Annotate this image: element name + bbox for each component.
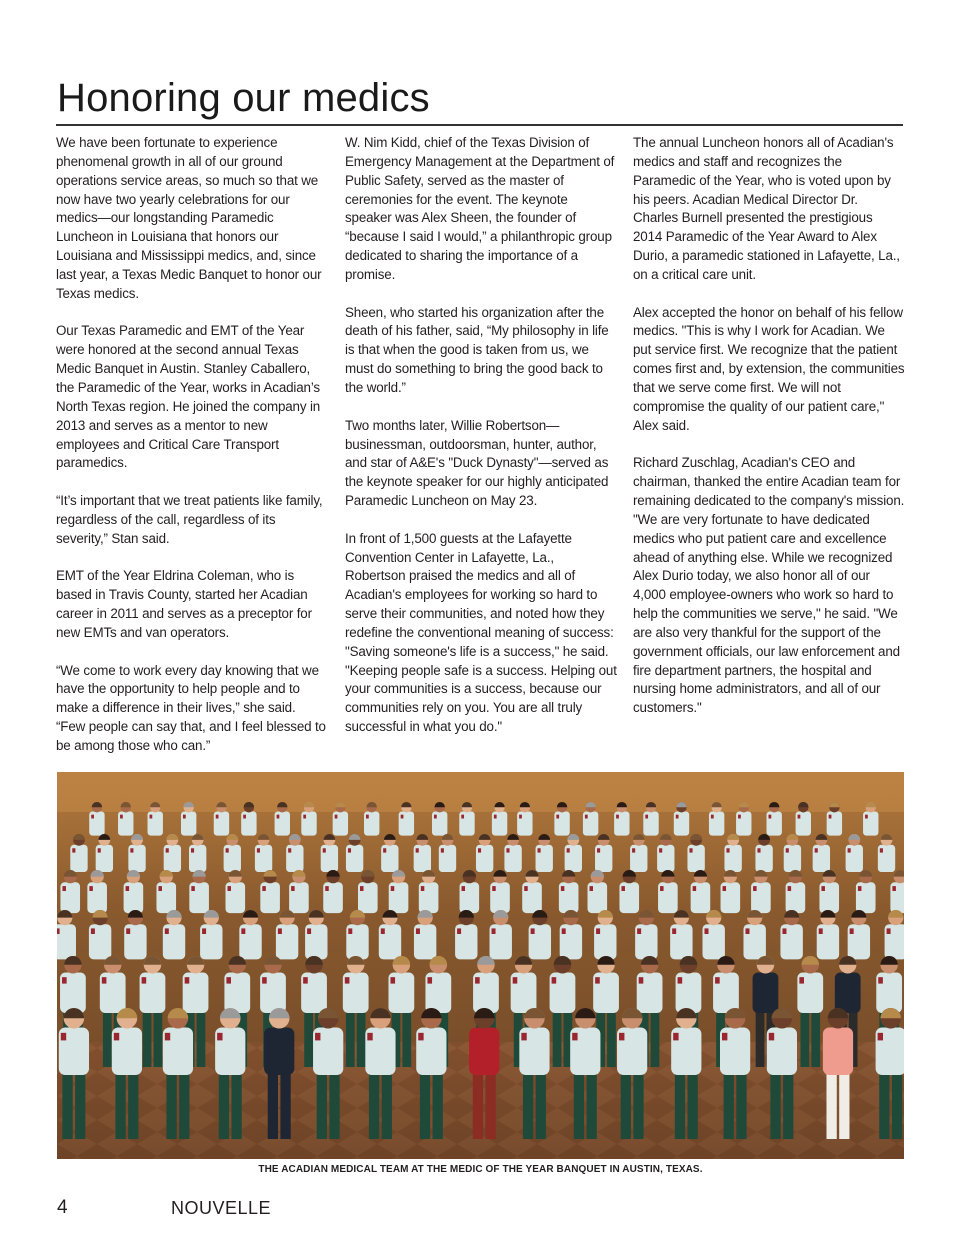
paragraph: EMT of the Year Eldrina Coleman, who is based in Travis County, started her Acadian career in 2011 and serves as a preceptor for new EMTs and van operators. [56,568,312,640]
paragraph: Two months later, Willie Robertson— businessman, outdoorsman, hunter, author, and star of A&E's "Duck Dynasty"—served as the keynote speaker for our highly anticipated Paramedic Luncheon on May 23. [345,417,609,509]
paragraph: “We come to work every day knowing that we have the opportunity to help people and to make a difference in their lives,” she said. “Few people can say that, and I feel blessed to be among those who can.” [56,662,326,753]
title-rule [56,124,903,126]
magazine-name: NOUVELLE [171,1198,272,1218]
article-column-3 [633,134,905,737]
group-photo [57,772,904,1159]
paragraph: “It’s important that we treat patients like family, regardless of the call, regardless of its severity,” Stan said. [56,493,323,546]
paragraph: Richard Zuschlag, Acadian's CEO and chairman, thanked the entire Acadian team for remaining dedicated to the company's mission. "We are very fortunate to have dedicated medics who put patient care and excellence ahead of anything else. While we recognized Alex Durio today, we also honor all of our 4,000 employee-owners who work so hard to help the communities we serve," he said. "We are also very thankful for the support of the government officials, our law enforcement and fire department partners, the hospital and nursing home administrators, and all of our customers." [633,455,905,716]
group-photo-illustration [57,772,904,1159]
page-number: 4 [57,1197,68,1218]
paragraph: Alex accepted the honor on behalf of his fellow medics. "This is why I work for Acadian. We put service first. We recognize that the patient comes first and, by extension, the communities that we serve come first. We will not compromise the quality of our patient care," Alex said. [633,304,905,433]
paragraph: W. Nim Kidd, chief of the Texas Division of Emergency Management at the Department of Public Safety, served as the master of ceremonies for the event. The keynote speaker was Alex Sheen, the founder of “because I said I would,” a philanthropic group dedicated to sharing the importance of a promise. [345,135,615,282]
article-column-1 [56,134,328,775]
article-title: Honoring our medics [57,76,430,120]
paragraph: We have been fortunate to experience phenomenal growth in all of our ground operations service areas, so much so that we now have two yearly celebrations for our medics—our longstanding Paramedic Luncheon in Louisiana that honors our Louisiana and Mississippi medics, and, since last year, a Texas Medic Banquet to honor our Texas medics. [56,135,322,301]
photo-caption: THE ACADIAN MEDICAL TEAM AT THE MEDIC OF THE YEAR BANQUET IN AUSTIN, TEXAS. [258,1164,703,1175]
paragraph: The annual Luncheon honors all of Acadian's medics and staff and recognizes the Paramedic of the Year, who is voted upon by his peers. Acadian Medical Director Dr. Charles Burnell presented the prestigious 2014 Paramedic of the Year Award to Alex Durio, a paramedic stationed in Lafayette, La., on a critical care unit. [633,135,900,282]
paragraph: In front of 1,500 guests at the Lafayette Convention Center in Lafayette, La., Robertson praised the medics and all of Acadian's employees for working so hard to serve their communities, and noted how they redefine the conventional meaning of success: "Saving someone's life is a success," he said. "Keeping people safe is a success. Helping out your communities is a success, because our communities rely on you. You are all truly successful in what you do." [345,530,617,735]
article-column-2 [345,134,617,756]
paragraph: Sheen, who started his organization after the death of his father, said, “My philosophy in life is that when the good is taken from us, we must do something to bring the good back to the world.” [345,304,609,395]
paragraph: Our Texas Paramedic and EMT of the Year were honored at the second annual Texas Medic Banquet in Austin. Stanley Caballero, the Paramedic of the Year, works in Acadian’s North Texas region. He joined the company in 2013 and serves as a mentor to new employees and Critical Care Transport paramedics. [56,323,321,471]
